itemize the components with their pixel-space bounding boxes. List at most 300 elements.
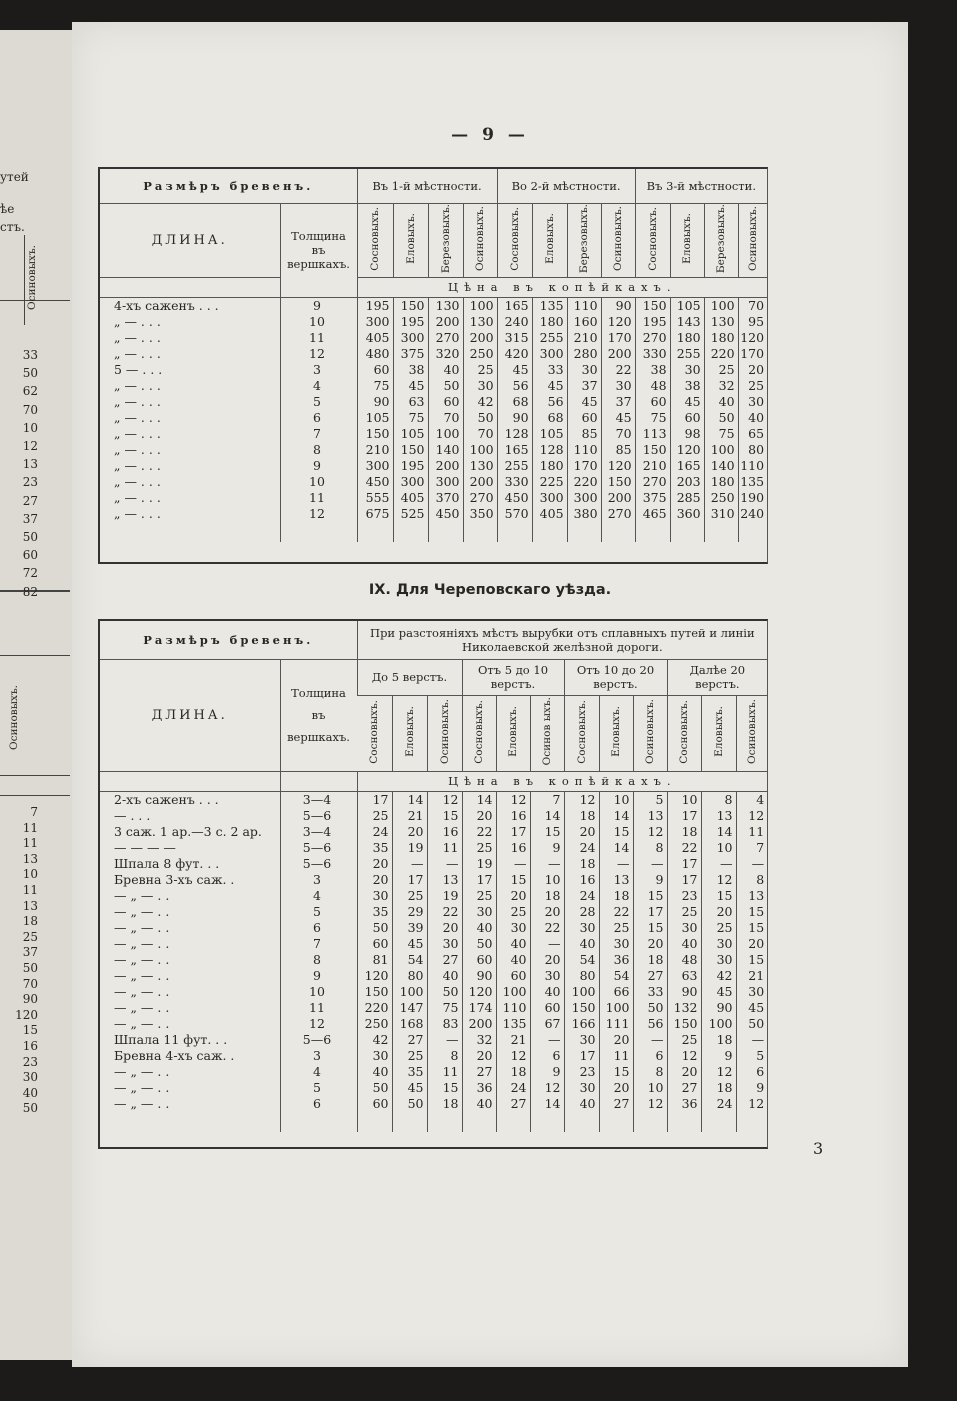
price-cell: 13: [701, 808, 736, 824]
t1-species-header: Еловыхъ.: [670, 203, 704, 277]
price-cell: 45: [532, 378, 567, 394]
price-cell: 120: [738, 330, 767, 346]
corner-mark: 3: [813, 1139, 824, 1158]
row-thickness: 5—6: [280, 808, 357, 824]
price-cell: 9: [736, 1080, 767, 1096]
table-row: [100, 346, 767, 362]
price-cell: 12: [633, 824, 667, 840]
price-cell: 27: [667, 1080, 701, 1096]
row-length: „ — . . .: [114, 473, 161, 489]
price-cell: 380: [567, 506, 601, 522]
left-number: 10: [22, 867, 38, 882]
table-row: [100, 506, 767, 522]
price-cell: 45: [736, 1000, 767, 1016]
price-cell: 105: [670, 297, 704, 314]
price-cell: —: [427, 1032, 462, 1048]
table-row: [100, 952, 767, 968]
price-cell: —: [530, 1032, 564, 1048]
price-cell: 17: [633, 904, 667, 920]
table-row: [100, 1032, 767, 1048]
price-cell: 16: [496, 840, 530, 856]
table-row: [100, 362, 767, 378]
price-cell: 30: [357, 888, 392, 904]
price-cell: 36: [599, 952, 633, 968]
row-thickness: 6: [280, 920, 357, 936]
left-page-fragment: [0, 30, 73, 1360]
t2-price-caption: Цѣна въ копѣйкахъ.: [357, 771, 767, 791]
left-vert-1: Осиновыхъ.: [26, 245, 38, 311]
price-cell: 135: [532, 297, 567, 314]
price-cell: 45: [701, 984, 736, 1000]
t2-zone-2: Отъ 5 до 10 верстъ.: [462, 659, 564, 695]
t1-species-header: Березовыхъ.: [704, 203, 738, 277]
price-cell: 200: [463, 474, 497, 490]
price-cell: 20: [738, 362, 767, 378]
t1-price-caption: Цѣна въ копѣйкахъ.: [357, 277, 767, 297]
row-length: 3 саж. 1 ар.—3 с. 2 ар.: [114, 823, 262, 839]
price-cell: 60: [428, 394, 463, 410]
price-cell: 38: [670, 378, 704, 394]
price-cell: 54: [564, 952, 599, 968]
price-cell: 33: [532, 362, 567, 378]
row-length: Бревна 3-хъ саж. .: [114, 871, 235, 887]
price-cell: 170: [601, 330, 635, 346]
price-cell: 14: [701, 824, 736, 840]
price-cell: 17: [564, 1048, 599, 1064]
price-cell: 60: [357, 1096, 392, 1112]
price-cell: 90: [701, 1000, 736, 1016]
price-cell: 80: [564, 968, 599, 984]
price-cell: 300: [532, 490, 567, 506]
left-number: 90: [22, 992, 38, 1007]
t1-species-header: Осиновыхъ.: [601, 203, 635, 277]
price-cell: 22: [462, 824, 496, 840]
row-thickness: 12: [280, 1016, 357, 1032]
price-cell: 20: [530, 952, 564, 968]
price-cell: 40: [530, 984, 564, 1000]
price-cell: 32: [462, 1032, 496, 1048]
price-cell: 300: [532, 346, 567, 362]
row-length: 5 — . . .: [114, 361, 163, 377]
price-cell: 130: [463, 458, 497, 474]
price-cell: 22: [667, 840, 701, 856]
t1-zone-2: Во 2-й мѣстности.: [497, 169, 635, 203]
price-cell: 35: [392, 1064, 427, 1080]
left-number: 12: [22, 439, 38, 453]
price-cell: —: [427, 856, 462, 872]
price-cell: 200: [601, 346, 635, 362]
row-length: 4-хъ саженъ . . .: [114, 297, 219, 313]
price-cell: 480: [357, 346, 393, 362]
t2-species-header: Еловыхъ.: [701, 695, 736, 771]
price-cell: 19: [427, 888, 462, 904]
price-cell: 110: [738, 458, 767, 474]
price-cell: 17: [496, 824, 530, 840]
price-cell: 98: [670, 426, 704, 442]
t1-species-header: Осиновыхъ.: [463, 203, 497, 277]
price-cell: 8: [701, 791, 736, 808]
price-cell: 4: [736, 791, 767, 808]
row-length: Шпала 11 фут. . .: [114, 1031, 228, 1047]
price-cell: 15: [633, 888, 667, 904]
table-row: [100, 984, 767, 1000]
price-cell: 14: [462, 791, 496, 808]
price-cell: 56: [633, 1016, 667, 1032]
price-cell: 120: [601, 458, 635, 474]
price-cell: 20: [427, 920, 462, 936]
t1-length-header: ДЛИНА.: [100, 203, 280, 277]
left-head-3: стъ.: [0, 220, 25, 234]
price-cell: 27: [427, 952, 462, 968]
t1-species-header: Еловыхъ.: [532, 203, 567, 277]
price-cell: 60: [530, 1000, 564, 1016]
price-cell: 150: [635, 297, 670, 314]
t2-species-header: Сосновыхъ.: [564, 695, 599, 771]
price-cell: 300: [393, 330, 428, 346]
price-cell: 16: [564, 872, 599, 888]
row-thickness: 6: [280, 1096, 357, 1112]
price-cell: 8: [633, 840, 667, 856]
price-cell: 13: [427, 872, 462, 888]
price-cell: 63: [667, 968, 701, 984]
price-cell: 270: [601, 506, 635, 522]
price-cell: 270: [635, 474, 670, 490]
price-cell: 105: [393, 426, 428, 442]
price-cell: 15: [599, 824, 633, 840]
price-cell: 111: [599, 1016, 633, 1032]
row-length: „ — . . .: [114, 393, 161, 409]
price-cell: 166: [564, 1016, 599, 1032]
price-cell: 19: [392, 840, 427, 856]
price-cell: 16: [496, 808, 530, 824]
row-thickness: 10: [280, 984, 357, 1000]
price-cell: 30: [701, 952, 736, 968]
left-number: 33: [22, 348, 38, 362]
price-cell: 128: [532, 442, 567, 458]
price-cell: 68: [497, 394, 532, 410]
t2-species-header: Еловыхъ.: [392, 695, 427, 771]
price-cell: 220: [567, 474, 601, 490]
price-cell: 20: [357, 872, 392, 888]
price-cell: 25: [392, 888, 427, 904]
row-length: Бревна 4-хъ саж. .: [114, 1047, 235, 1063]
price-cell: 17: [357, 791, 392, 808]
left-number: 40: [22, 1085, 38, 1100]
price-cell: 80: [738, 442, 767, 458]
price-cell: 28: [564, 904, 599, 920]
price-cell: 225: [532, 474, 567, 490]
price-cell: —: [530, 936, 564, 952]
price-cell: 132: [667, 1000, 701, 1016]
price-cell: 75: [635, 410, 670, 426]
price-cell: 200: [601, 490, 635, 506]
price-cell: 200: [428, 314, 463, 330]
price-cell: 27: [462, 1064, 496, 1080]
row-length: „ — . . .: [114, 505, 161, 521]
price-cell: 83: [427, 1016, 462, 1032]
price-cell: 143: [670, 314, 704, 330]
price-cell: 22: [427, 904, 462, 920]
price-cell: 27: [599, 1096, 633, 1112]
table-row: [100, 426, 767, 442]
table-row: [100, 410, 767, 426]
price-cell: 17: [667, 808, 701, 824]
price-cell: 15: [496, 872, 530, 888]
price-cell: 135: [738, 474, 767, 490]
price-cell: 10: [667, 791, 701, 808]
price-cell: 14: [599, 808, 633, 824]
row-length: — „ — . .: [114, 983, 170, 999]
row-thickness: 9: [280, 297, 357, 314]
row-thickness: 7: [280, 936, 357, 952]
row-length: — „ — . .: [114, 935, 170, 951]
row-thickness: 10: [280, 474, 357, 490]
price-cell: 18: [701, 1032, 736, 1048]
table-row: [100, 888, 767, 904]
row-length: — . . .: [114, 807, 151, 823]
price-cell: 135: [496, 1016, 530, 1032]
price-cell: 12: [736, 1096, 767, 1112]
price-cell: 45: [393, 378, 428, 394]
price-cell: 30: [738, 394, 767, 410]
price-cell: —: [392, 856, 427, 872]
price-cell: 40: [357, 1064, 392, 1080]
price-cell: 30: [670, 362, 704, 378]
row-thickness: 3: [280, 362, 357, 378]
price-cell: 17: [462, 872, 496, 888]
left-number: 37: [22, 511, 38, 526]
price-cell: 54: [599, 968, 633, 984]
price-cell: 7: [530, 791, 564, 808]
price-cell: 130: [704, 314, 738, 330]
row-length: — „ — . .: [114, 967, 170, 983]
price-cell: 174: [462, 1000, 496, 1016]
price-cell: 5: [736, 1048, 767, 1064]
price-cell: 11: [599, 1048, 633, 1064]
row-length: „ — . . .: [114, 377, 161, 393]
table-row: [100, 474, 767, 490]
price-cell: 60: [496, 968, 530, 984]
price-cell: 10: [701, 840, 736, 856]
left-number: 18: [22, 914, 38, 929]
row-thickness: 5—6: [280, 1032, 357, 1048]
price-cell: 6: [530, 1048, 564, 1064]
left-number: 50: [22, 530, 38, 544]
price-cell: 50: [462, 936, 496, 952]
price-cell: 17: [667, 856, 701, 872]
left-number: 13: [22, 457, 38, 472]
row-length: — „ — . .: [114, 1095, 170, 1111]
price-cell: 110: [496, 1000, 530, 1016]
left-number: 50: [22, 1101, 38, 1116]
price-cell: 14: [530, 808, 564, 824]
price-cell: 30: [462, 904, 496, 920]
price-cell: 370: [428, 490, 463, 506]
price-cell: 20: [392, 824, 427, 840]
price-cell: 150: [393, 442, 428, 458]
price-cell: 30: [530, 968, 564, 984]
price-cell: 20: [462, 1048, 496, 1064]
table-row: [100, 297, 767, 314]
left-number: 50: [22, 961, 38, 975]
price-cell: 30: [427, 936, 462, 952]
left-number: 25: [22, 929, 38, 944]
price-cell: 29: [392, 904, 427, 920]
price-cell: 48: [667, 952, 701, 968]
price-cell: 27: [496, 1096, 530, 1112]
price-cell: 30: [564, 1080, 599, 1096]
price-cell: 17: [392, 872, 427, 888]
price-cell: 35: [357, 904, 392, 920]
price-cell: 14: [392, 791, 427, 808]
price-cell: 450: [428, 506, 463, 522]
price-cell: 350: [463, 506, 497, 522]
price-cell: 60: [462, 952, 496, 968]
price-cell: 9: [530, 840, 564, 856]
price-cell: 270: [635, 330, 670, 346]
price-cell: 20: [599, 1032, 633, 1048]
price-cell: 18: [633, 952, 667, 968]
price-cell: 30: [601, 378, 635, 394]
price-cell: 21: [496, 1032, 530, 1048]
price-cell: —: [736, 856, 767, 872]
price-cell: 25: [738, 378, 767, 394]
row-thickness: 3—4: [280, 791, 357, 808]
price-cell: 100: [392, 984, 427, 1000]
price-cell: 50: [357, 1080, 392, 1096]
price-cell: 147: [392, 1000, 427, 1016]
price-cell: 20: [530, 904, 564, 920]
price-cell: 195: [393, 314, 428, 330]
document-page: [72, 22, 908, 1367]
price-cell: 140: [704, 458, 738, 474]
price-cell: —: [633, 1032, 667, 1048]
price-cell: 11: [736, 824, 767, 840]
row-thickness: 3: [280, 872, 357, 888]
price-cell: —: [496, 856, 530, 872]
row-length: „ — . . .: [114, 329, 161, 345]
t1-zone-1: Въ 1-й мѣстности.: [357, 169, 497, 203]
price-cell: 30: [599, 936, 633, 952]
price-cell: 220: [357, 1000, 392, 1016]
left-vert-2: Осиновыхъ.: [8, 685, 20, 751]
price-cell: 12: [701, 1064, 736, 1080]
price-cell: 25: [392, 1048, 427, 1064]
t2-species-header: Осинов ыхъ.: [530, 695, 564, 771]
price-cell: 60: [357, 936, 392, 952]
price-cell: 60: [670, 410, 704, 426]
table-row: [100, 442, 767, 458]
table-row: [100, 378, 767, 394]
price-cell: 150: [393, 297, 428, 314]
price-cell: 15: [599, 1064, 633, 1080]
t2-species-header: Еловыхъ.: [496, 695, 530, 771]
price-cell: 105: [532, 426, 567, 442]
price-cell: 40: [667, 936, 701, 952]
t2-species-header: Сосновыхъ.: [462, 695, 496, 771]
price-cell: 48: [635, 378, 670, 394]
left-number: 23: [22, 475, 38, 490]
left-head-2: ѣе: [0, 202, 15, 216]
price-cell: 68: [532, 410, 567, 426]
price-cell: 270: [463, 490, 497, 506]
left-number: 11: [22, 836, 38, 851]
price-cell: 40: [428, 362, 463, 378]
price-cell: 15: [427, 808, 462, 824]
price-cell: 100: [463, 442, 497, 458]
price-cell: 150: [564, 1000, 599, 1016]
price-cell: 200: [462, 1016, 496, 1032]
row-length: — „ — . .: [114, 999, 170, 1015]
price-cell: 120: [601, 314, 635, 330]
price-cell: 525: [393, 506, 428, 522]
price-cell: 190: [738, 490, 767, 506]
table-row: [100, 314, 767, 330]
price-cell: 270: [428, 330, 463, 346]
price-cell: —: [701, 856, 736, 872]
price-cell: 110: [567, 442, 601, 458]
price-cell: 15: [427, 1080, 462, 1096]
row-length: — „ — . .: [114, 1079, 170, 1095]
price-cell: —: [530, 856, 564, 872]
left-number: 120: [15, 1007, 38, 1022]
price-cell: 20: [736, 936, 767, 952]
price-cell: 375: [393, 346, 428, 362]
price-cell: 330: [497, 474, 532, 490]
price-cell: 90: [357, 394, 393, 410]
price-cell: 195: [357, 297, 393, 314]
left-number: 13: [22, 898, 38, 913]
row-thickness: 9: [280, 968, 357, 984]
price-cell: 25: [462, 888, 496, 904]
price-cell: 250: [357, 1016, 392, 1032]
left-number: 62: [22, 384, 38, 399]
table-row: [100, 808, 767, 824]
left-number: 60: [22, 548, 38, 563]
price-cell: 12: [564, 791, 599, 808]
t2-zone-4: Далѣе 20 верстъ.: [667, 659, 767, 695]
price-cell: 24: [357, 824, 392, 840]
price-cell: 90: [667, 984, 701, 1000]
price-cell: 75: [704, 426, 738, 442]
price-cell: 40: [738, 410, 767, 426]
price-cell: 375: [635, 490, 670, 506]
price-cell: 35: [357, 840, 392, 856]
left-number: 70: [22, 402, 38, 417]
t2-zone-3: Отъ 10 до 20 верстъ.: [564, 659, 667, 695]
price-cell: 15: [736, 920, 767, 936]
price-cell: 80: [392, 968, 427, 984]
price-cell: 25: [463, 362, 497, 378]
t1-species-header: Сосновыхъ.: [497, 203, 532, 277]
price-cell: 120: [670, 442, 704, 458]
price-cell: 160: [567, 314, 601, 330]
row-length: „ — . . .: [114, 489, 161, 505]
price-cell: 25: [357, 808, 392, 824]
price-cell: 40: [427, 968, 462, 984]
price-cell: 50: [633, 1000, 667, 1016]
left-number: 11: [22, 883, 38, 897]
price-cell: 54: [392, 952, 427, 968]
t2-distance-header: При разстояніяхъ мѣстъ вырубки отъ сплавныхъ путей и линіи Николаевской желѣзной дороги.: [357, 621, 767, 659]
price-cell: 5: [633, 791, 667, 808]
left-number: 82: [22, 584, 38, 599]
price-cell: 70: [463, 426, 497, 442]
price-cell: 32: [704, 378, 738, 394]
price-cell: 420: [497, 346, 532, 362]
left-number: 10: [22, 420, 38, 435]
row-thickness: 6: [280, 410, 357, 426]
